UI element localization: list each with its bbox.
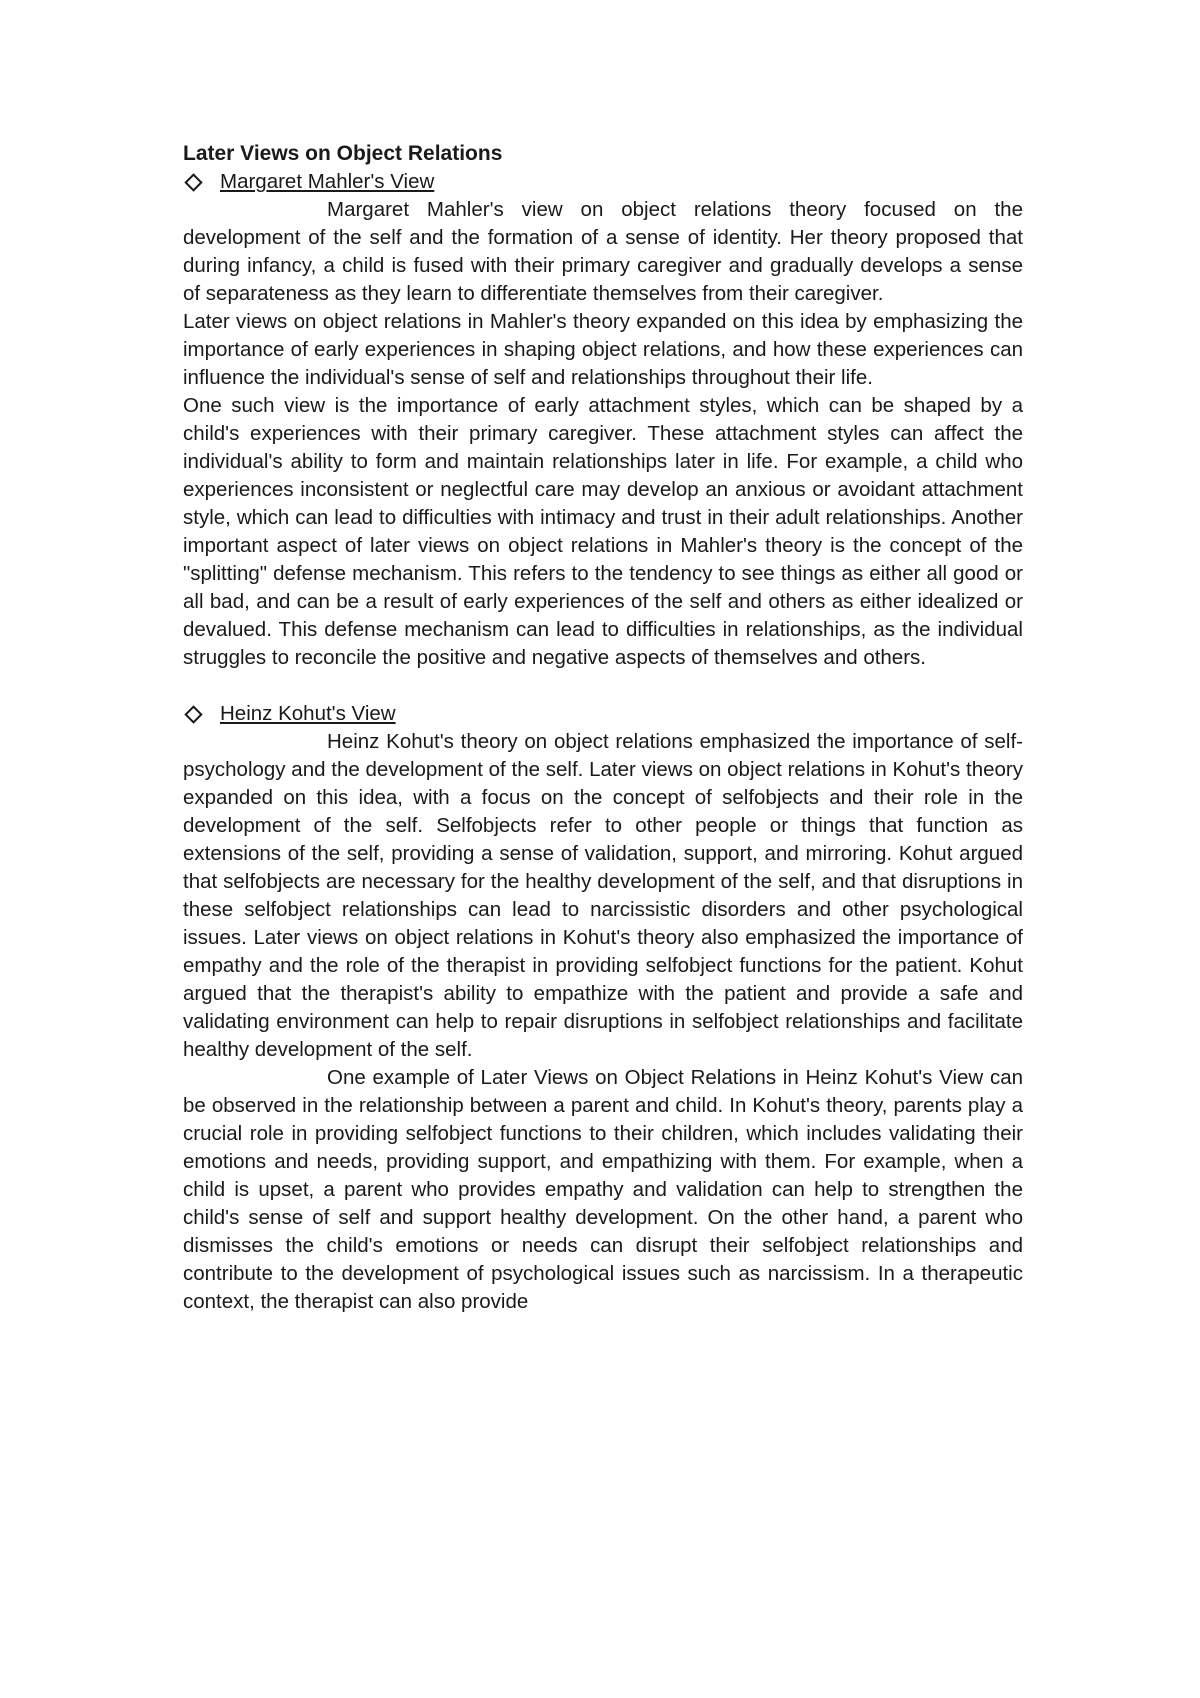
- section-heading-mahler: [183, 168, 1023, 196]
- document-title: Later Views on Object Relations: [183, 142, 503, 165]
- diamond-bullet-icon: [184, 705, 202, 723]
- paragraph: Margaret Mahler's view on object relations theory focused on the development of the self and the formation of a sense of identity. Her theory proposed that during infancy, a child is fused with their primary caregiver and gradually develops a sense of separateness as they learn to differentiate themselves from their caregiver.: [183, 198, 1023, 305]
- diamond-bullet-icon: [184, 173, 202, 191]
- paragraph: Heinz Kohut's theory on object relations emphasized the importance of self-psychology and the development of the self. Later views on object relations in Kohut's theory expanded on this idea, with a focus on the concept of selfobjects and their role in the development of the self. Selfobjects refer to other people or things that function as extensions of the self, providing a sense of validation, support, and mirroring. Kohut argued that selfobjects are necessary for the healthy development of the self, and that disruptions in these selfobject relationships can lead to narcissistic disorders and other psychological issues. Later views on object relations in Kohut's theory also emphasized the importance of empathy and the role of the therapist in providing selfobject functions for the patient. Kohut argued that the therapist's ability to empathize with the patient and provide a safe and validating environment can help to repair disruptions in selfobject relationships and facilitate healthy development of the self.: [183, 730, 1023, 1061]
- section-spacer: [183, 672, 1023, 700]
- document-page: [183, 140, 1023, 1316]
- paragraph: One example of Later Views on Object Relations in Heinz Kohut's View can be observed in the relationship between a parent and child. In Kohut's theory, parents play a crucial role in providing selfobject functions to their children, which includes validating their emotions and needs, providing support, and empathizing with them. For example, when a child is upset, a parent who provides empathy and validation can help to strengthen the child's sense of self and support healthy development. On the other hand, a parent who dismisses the child's emotions or needs can disrupt their selfobject relationships and contribute to the development of psychological issues such as narcissism. In a therapeutic context, the therapist can also provide: [183, 1066, 1023, 1313]
- paragraph: Later views on object relations in Mahler's theory expanded on this idea by emphasizing the importance of early experiences in shaping object relations, and how these experiences can influence the individual's sense of self and relationships throughout their life.: [183, 310, 1023, 389]
- section-heading-kohut: [183, 700, 1023, 728]
- section-heading-text: Margaret Mahler's View: [220, 170, 435, 193]
- paragraph: One such view is the importance of early attachment styles, which can be shaped by a child's experiences with their primary caregiver. These attachment styles can affect the individual's ability to form and maintain relationships later in life. For example, a child who experiences inconsistent or neglectful care may develop an anxious or avoidant attachment style, which can lead to difficulties with intimacy and trust in their adult relationships. Another important aspect of later views on object relations in Mahler's theory is the concept of the "splitting" defense mechanism. This refers to the tendency to see things as either all good or all bad, and can be a result of early experiences of the self and others as either idealized or devalued. This defense mechanism can lead to difficulties in relationships, as the individual struggles to reconcile the positive and negative aspects of themselves and others.: [183, 394, 1023, 669]
- section-heading-text: Heinz Kohut's View: [220, 702, 396, 725]
